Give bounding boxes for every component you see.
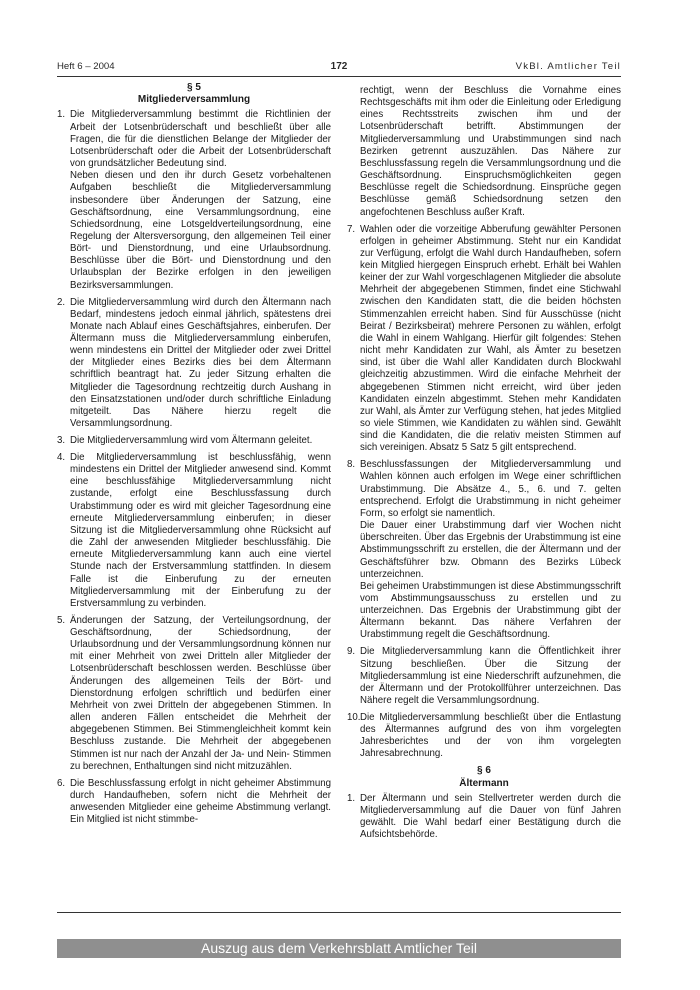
section5-list [57, 109, 331, 826]
list-item [57, 778, 331, 827]
list-item [347, 224, 621, 455]
list-item [57, 109, 331, 291]
item-text: Die Dauer einer Urabstimmung darf vier Wochen nicht überschreiten. Über das Ergebnis der Urabstimmung ist eine Abstimmungsschrift zu erstellen, die der Ältermann und der Geschäftsführer bzw. Obmann des Bezirks Lübeck unterzeichnen. [360, 520, 621, 580]
list-item [57, 452, 331, 610]
item-number: 10. [347, 712, 361, 723]
item-number: 6. [57, 777, 66, 789]
item-text: Die Mitgliederversammlung wird durch den Ältermann nach Bedarf, mindestens jedoch einmal jährlich, spätestens drei Monate nach Ablauf eines Geschäftsjahres, einberufen. Der Ältermann muss die Mitgliederversammlung einberufen, wenn mindestens ein Drittel der Mitglieder oder zwei Drittel der Mitglieder eines Bezirks dies bei dem Ältermann schriftlich beantragt hat. Zu jeder Sitzung erhalten die Mitglieder die Tagesordnung rechtzeitig durch Aushang in den Einsatzstationen und/oder durch schriftliche Einladung mitgeteilt. Das Nähere hierzu regelt die Versammlungsordnung. [70, 296, 331, 430]
item-text: Die Beschlussfassung erfolgt in nicht geheimer Abstimmung durch Handaufheben, sofern nicht die Mehrheit der anwesenden Mitglieder eine geheime Abstimmung verlangt. Ein Mitglied ist nicht stimmbe- [70, 777, 331, 826]
item-text: Beschlussfassungen der Mitgliederversammlung und Wahlen können auch erfolgen im Wege einer schriftlichen Urabstimmung. Die Absätze 4., 5., 6. und 7. gelten entsprechend. Erfolgt die Urabstimmung in nicht geheimer Form, so erfolgt sie namentlich. [360, 459, 621, 519]
section6-title: Ältermann [459, 777, 509, 789]
list-item [57, 615, 331, 773]
item-text: Die Mitgliederversammlung kann die Öffentlichkeit ihrer Sitzung beschließen. Über die Sitzung der Mitgliedersammlung ist eine Niederschrift aufzunehmen, die der Ältermann und der Protokollführer unterzeichnen. Das Nähere regelt die Versammlungsordnung. [360, 646, 621, 707]
publication-name: VkBl. Amtlicher Teil [515, 61, 621, 72]
page-header [57, 61, 621, 77]
list-item [57, 435, 331, 447]
item-number: 5. [57, 614, 66, 626]
item-number: 3. [57, 435, 66, 447]
section5-number: § 5 [187, 82, 201, 93]
item-text: Die Mitgliederversammlung ist beschlussfähig, wenn mindestens ein Drittel der Mitglieder anwesend sind. Kommt eine beschlussfähige Mitgliederversammlung nicht zustande, erfolgt eine Beschlussfassung durch Urabstimmung oder es wird mit gleicher Tagesordnung eine erneute Mitgliederversammlung einberufen; in dieser Sitzung ist die Mitgliederversammlung ohne Rücksicht auf die Zahl der anwesenden Mitglieder beschlussfähig. Die erneute Mitgliederversammlung kann auch eine viertel Stunde nach der Erstversammlung stattfinden. In diesem Falle ist die Einberufung zu der erneuten Mitgliederversammlung mit der Einberufung zu der Erstversammlung zu verbinden. [70, 452, 331, 609]
item-number: 1. [57, 109, 66, 121]
list-item [347, 712, 621, 761]
list-item [347, 646, 621, 707]
item-6-continuation: rechtigt, wenn der Beschluss die Vornahme eines Rechtsgeschäfts mit ihm oder die Einleitung oder Erledigung eines Rechtsstreits zwischen ihm und der Lotsenbrüderschaft betrifft. Abstimmungen der Mitgliederversammlung und Urabstimmungen sind nach Bezirken getrennt auszuzählen. Das Nähere zur Beschlussfassung regeln die Versammlungsordnung und die Geschäftsordnung. Einspruchsmöglichkeiten gegen Beschlüsse regelt die Schiedsordnung. Einsprüche gegen Beschlüsse gemäß Schiedsordnung setzen den angefochtenen Beschluss außer Kraft. [360, 85, 621, 218]
footer-rule [57, 912, 621, 913]
list-item [57, 297, 331, 431]
item-text: Wahlen oder die vorzeitige Abberufung gewählter Personen erfolgen in geheimer Abstimmung. Steht nur ein Kandidat zur Verfügung, erfolgt die Wahl durch Handaufheben, sofern kein Mitglied hiergegen Einspruch erhebt. Erhält bei Wahlen keiner der zur Wahl vorgeschlagenen Mitglieder die absolute Mehrheit der abgegebenen Stimmen, findet eine Stichwahl zwischen den Kandidaten statt, die die beiden höchsten Stimmenzahlen erreicht haben. Sind für Ausschüsse (nicht Beirat / Bezirksbeirat) mehrere Personen zu wählen, erfolgt die Wahl in einem Wahlgang. Hierfür gilt folgendes: Stehen nicht mehr Kandidaten zur Wahl, als Ämter zu besetzen sind, ist über die Wahl aller Kandidaten durch Blockwahl gleichzeitig abzustimmen. Wird die einfache Mehrheit der abgegebenen Stimmen nicht erreicht, wird über jeden Kandidaten einzeln abgestimmt. Stehen mehr Kandidaten zur Wahl, als Ämter zur Verfügung stehen, hat jedes Mitglied so viele Stimmen, wie Kandidaten zu wählen sind. Gewählt sind die Kandidaten, die die relativ meisten Stimmen auf sich vereinigen. Absatz 5 Satz 5 gilt entsprechend. [360, 223, 621, 454]
item-number: 1. [347, 792, 356, 804]
section5-list-continued [347, 224, 621, 761]
item-number: 9. [347, 646, 356, 658]
section6-number: § 6 [477, 765, 491, 777]
item-number: 8. [347, 459, 356, 471]
item-text: Der Ältermann und sein Stellvertreter werden durch die Mitgliederversammlung auf die Dauer von fünf Jahren gewählt. Die Wahl bedarf einer Bestätigung durch die Aufsichtsbehörde. [360, 792, 621, 841]
item-number: 4. [57, 452, 66, 464]
item-text: Bei geheimen Urabstimmungen ist diese Abstimmungsschrift vom Abstimmungsausschuss zu erstellen und zu unterzeichnen. Das Ergebnis der Urabstimmung gibt der Ältermann bekannt. Das nähere Verfahren der Urabstimmung regelt die Geschäftsordnung. [360, 580, 621, 641]
right-column [347, 85, 621, 846]
item-number: 2. [57, 296, 66, 308]
item-text: Neben diesen und den ihr durch Gesetz vorbehaltenen Aufgaben beschließt die Mitgliederversammlung insbesondere über Änderungen der Satzung, eine Geschäftsordnung, eine Versammlungsordnung, eine Schiedsordnung, eine Lotsgeldverteilungsordnung, eine Regelung der Altersversorgung, den allgemeinen Teil einer Bört- und Dienstordnung, und eine Urlaubsordnung. Beschlüsse über die Bört- und Dienstordnung und den Urlaubsplan der Bezirke erfolgen in den jeweiligen Bezirksversammlungen. [70, 170, 331, 291]
section6-list [347, 793, 621, 842]
item-number: 7. [347, 223, 356, 235]
item-text: Die Mitgliederversammlung wird vom Ältermann geleitet. [70, 435, 313, 447]
list-item [347, 459, 621, 641]
footer-banner: Auszug aus dem Verkehrsblatt Amtlicher Teil [57, 939, 621, 958]
page-number: 172 [330, 61, 348, 72]
item-text: Die Mitgliederversammlung bestimmt die Richtlinien der Arbeit der Lotsenbrüderschaft und beschließt über alle Fragen, die für die dienstlichen Belange der Mitglieder der Lotsenbrüderschaft oder die Arbeit der Lotsenbrüderschaft von grundsätzlicher Bedeutung sind. [70, 109, 331, 170]
list-item [347, 793, 621, 842]
issue-label: Heft 6 – 2004 [57, 61, 115, 72]
item-text: Änderungen der Satzung, der Verteilungsordnung, der Geschäftsordnung, der Schiedsordnung, der Urlaubsordnung und der Versammlungsordnung können nur mit einer Mehrheit von zwei Dritteln aller Mitglieder der Lotsenbrüderschaft beschlossen werden. Beschlüsse über Änderungen des allgemeinen Teils der Bört- und Dienstordnung erfolgen schriftlich und bedürfen einer Mehrheit von zwei Dritteln der abgegebenen Stimmen. In allen anderen Fällen entscheidet die Mehrheit der abgegebenen Stimmen. Bei Stimmengleichheit kommt kein Beschluss zustande. Die Mehrheit der abgegebenen Stimmen ist nur nach der Anzahl der Ja- und Nein- Stimmen zu berechnen, Enthaltungen sind nicht mitzuzählen. [70, 614, 331, 772]
item-text: Die Mitgliederversammlung beschließt über die Entlastung des Ältermannes aufgrund des von ihm vorgelegten Jahresberichtes und der von ihm vorgelegten Jahresabrechnung. [360, 712, 621, 760]
left-column [57, 82, 331, 831]
header-rule [57, 76, 621, 77]
section5-title: Mitgliederversammlung [137, 94, 251, 106]
